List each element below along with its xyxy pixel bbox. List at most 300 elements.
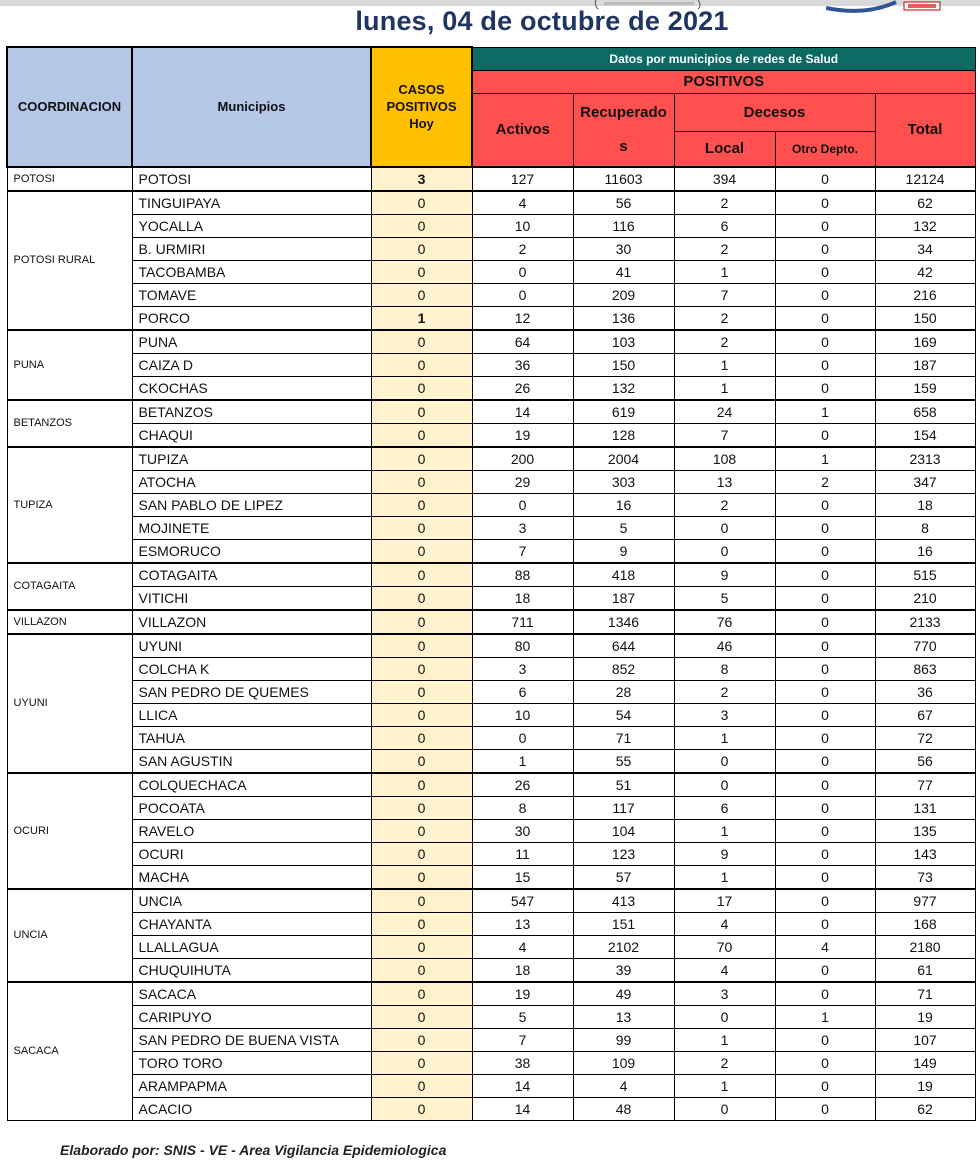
- municipio-cell: PORCO: [132, 306, 371, 330]
- local-cell: 1: [674, 1028, 775, 1051]
- recuperados-cell: 11603: [573, 167, 674, 191]
- municipio-cell: LLALLAGUA: [132, 935, 371, 958]
- otro-cell: 0: [775, 610, 875, 634]
- casos-cell: 0: [371, 982, 472, 1006]
- table-row: [7, 1074, 975, 1097]
- local-cell: 2: [674, 330, 775, 354]
- casos-cell: 0: [371, 1028, 472, 1051]
- otro-cell: 0: [775, 773, 875, 797]
- activos-cell: 4: [472, 191, 573, 215]
- total-cell: 515: [875, 563, 975, 587]
- municipio-cell: CHUQUIHUTA: [132, 958, 371, 982]
- total-cell: 658: [875, 400, 975, 424]
- table-row: [7, 842, 975, 865]
- local-cell: 1: [674, 865, 775, 889]
- municipio-cell: BETANZOS: [132, 400, 371, 424]
- local-cell: 394: [674, 167, 775, 191]
- recuperados-cell: 117: [573, 796, 674, 819]
- recuperados-cell: 2004: [573, 447, 674, 471]
- table-row: [7, 610, 975, 634]
- recuperados-cell: 49: [573, 982, 674, 1006]
- local-cell: 2: [674, 191, 775, 215]
- total-cell: 2180: [875, 935, 975, 958]
- otro-cell: 0: [775, 306, 875, 330]
- table-row: [7, 796, 975, 819]
- municipio-cell: RAVELO: [132, 819, 371, 842]
- local-cell: 7: [674, 423, 775, 447]
- activos-cell: 19: [472, 423, 573, 447]
- total-cell: 18: [875, 493, 975, 516]
- otro-cell: 0: [775, 657, 875, 680]
- municipio-cell: CHAQUI: [132, 423, 371, 447]
- total-cell: 150: [875, 306, 975, 330]
- activos-cell: 26: [472, 376, 573, 400]
- activos-cell: 7: [472, 539, 573, 563]
- recuperados-cell: 41: [573, 260, 674, 283]
- recuperados-cell: 151: [573, 912, 674, 935]
- local-cell: 7: [674, 283, 775, 306]
- table-row: [7, 400, 975, 424]
- activos-cell: 3: [472, 657, 573, 680]
- recuperados-cell: 136: [573, 306, 674, 330]
- total-cell: 42: [875, 260, 975, 283]
- table-row: [7, 657, 975, 680]
- otro-cell: 0: [775, 353, 875, 376]
- local-cell: 2: [674, 1051, 775, 1074]
- recuperados-cell: 56: [573, 191, 674, 215]
- casos-cell: 0: [371, 958, 472, 982]
- total-cell: 16: [875, 539, 975, 563]
- otro-cell: 0: [775, 1074, 875, 1097]
- casos-cell: 0: [371, 680, 472, 703]
- local-cell: 3: [674, 982, 775, 1006]
- activos-cell: 29: [472, 470, 573, 493]
- table-row: [7, 376, 975, 400]
- municipio-cell: UNCIA: [132, 889, 371, 913]
- local-cell: 6: [674, 796, 775, 819]
- total-cell: 62: [875, 191, 975, 215]
- otro-cell: 0: [775, 539, 875, 563]
- coordinacion-cell: UNCIA: [7, 889, 132, 982]
- recuperados-cell: 109: [573, 1051, 674, 1074]
- recuperados-cell: 30: [573, 237, 674, 260]
- total-cell: 347: [875, 470, 975, 493]
- table-row: [7, 982, 975, 1006]
- table-row: [7, 865, 975, 889]
- recuperados-cell: 55: [573, 749, 674, 773]
- activos-cell: 88: [472, 563, 573, 587]
- otro-cell: 0: [775, 819, 875, 842]
- otro-cell: 0: [775, 865, 875, 889]
- municipio-cell: TUPIZA: [132, 447, 371, 471]
- otro-cell: 0: [775, 796, 875, 819]
- local-cell: 4: [674, 958, 775, 982]
- activos-cell: 26: [472, 773, 573, 797]
- casos-cell: 0: [371, 516, 472, 539]
- municipio-cell: UYUNI: [132, 634, 371, 658]
- local-cell: 0: [674, 773, 775, 797]
- otro-cell: 0: [775, 493, 875, 516]
- activos-cell: 711: [472, 610, 573, 634]
- local-cell: 5: [674, 586, 775, 610]
- total-cell: 8: [875, 516, 975, 539]
- table-row: [7, 237, 975, 260]
- activos-cell: 10: [472, 214, 573, 237]
- recuperados-cell: 413: [573, 889, 674, 913]
- otro-cell: 1: [775, 1005, 875, 1028]
- coordinacion-cell: SACACA: [7, 982, 132, 1121]
- otro-cell: 0: [775, 330, 875, 354]
- otro-cell: 0: [775, 563, 875, 587]
- total-cell: 132: [875, 214, 975, 237]
- municipio-cell: ATOCHA: [132, 470, 371, 493]
- casos-cell: 0: [371, 912, 472, 935]
- local-cell: 108: [674, 447, 775, 471]
- header-positivos: POSITIVOS: [472, 70, 975, 93]
- header-activos: Activos: [472, 93, 573, 167]
- table-row: [7, 889, 975, 913]
- table-row: [7, 586, 975, 610]
- activos-cell: 15: [472, 865, 573, 889]
- local-cell: 1: [674, 353, 775, 376]
- total-cell: 34: [875, 237, 975, 260]
- municipio-cell: LLICA: [132, 703, 371, 726]
- total-cell: 73: [875, 865, 975, 889]
- casos-cell: 0: [371, 865, 472, 889]
- local-cell: 2: [674, 306, 775, 330]
- municipio-cell: CHAYANTA: [132, 912, 371, 935]
- otro-cell: 0: [775, 680, 875, 703]
- municipio-cell: CARIPUYO: [132, 1005, 371, 1028]
- table-row: [7, 634, 975, 658]
- otro-cell: 0: [775, 283, 875, 306]
- activos-cell: 80: [472, 634, 573, 658]
- municipio-cell: SAN PABLO DE LIPEZ: [132, 493, 371, 516]
- casos-cell: 0: [371, 1005, 472, 1028]
- recuperados-cell: 150: [573, 353, 674, 376]
- header-datos: Datos por municipios de redes de Salud: [472, 47, 975, 70]
- total-cell: 210: [875, 586, 975, 610]
- header-local: Local: [674, 131, 775, 167]
- total-cell: 131: [875, 796, 975, 819]
- local-cell: 1: [674, 726, 775, 749]
- activos-cell: 0: [472, 260, 573, 283]
- table-row: [7, 470, 975, 493]
- footer-credit: Elaborado por: SNIS - VE - Area Vigilancia Epidemiologica: [60, 1142, 447, 1158]
- table-row: [7, 680, 975, 703]
- activos-cell: 2: [472, 237, 573, 260]
- activos-cell: 14: [472, 400, 573, 424]
- municipio-cell: TOMAVE: [132, 283, 371, 306]
- municipio-cell: PUNA: [132, 330, 371, 354]
- total-cell: 187: [875, 353, 975, 376]
- municipio-cell: VITICHI: [132, 586, 371, 610]
- recuperados-cell: 104: [573, 819, 674, 842]
- header-coordinacion: COORDINACION: [7, 47, 132, 167]
- otro-cell: 0: [775, 982, 875, 1006]
- recuperados-cell: 852: [573, 657, 674, 680]
- municipio-cell: ACACIO: [132, 1097, 371, 1120]
- total-cell: 977: [875, 889, 975, 913]
- activos-cell: 0: [472, 283, 573, 306]
- municipio-cell: SAN AGUSTIN: [132, 749, 371, 773]
- table-row: [7, 935, 975, 958]
- cases-table: [6, 46, 976, 1121]
- activos-cell: 547: [472, 889, 573, 913]
- activos-cell: 30: [472, 819, 573, 842]
- casos-cell: 0: [371, 423, 472, 447]
- total-cell: 770: [875, 634, 975, 658]
- local-cell: 1: [674, 376, 775, 400]
- local-cell: 46: [674, 634, 775, 658]
- recuperados-cell: 209: [573, 283, 674, 306]
- casos-cell: 0: [371, 260, 472, 283]
- casos-cell: 0: [371, 703, 472, 726]
- coordinacion-cell: COTAGAITA: [7, 563, 132, 610]
- table-row: [7, 773, 975, 797]
- municipio-cell: CAIZA D: [132, 353, 371, 376]
- municipio-cell: B. URMIRI: [132, 237, 371, 260]
- coordinacion-cell: POTOSI RURAL: [7, 191, 132, 330]
- otro-cell: 0: [775, 749, 875, 773]
- otro-cell: 0: [775, 516, 875, 539]
- local-cell: 4: [674, 912, 775, 935]
- recuperados-cell: 28: [573, 680, 674, 703]
- otro-cell: 0: [775, 260, 875, 283]
- local-cell: 1: [674, 260, 775, 283]
- otro-cell: 0: [775, 376, 875, 400]
- activos-cell: 5: [472, 1005, 573, 1028]
- casos-cell: 0: [371, 634, 472, 658]
- recuperados-cell: 1346: [573, 610, 674, 634]
- recuperados-cell: 303: [573, 470, 674, 493]
- total-cell: 36: [875, 680, 975, 703]
- local-cell: 1: [674, 819, 775, 842]
- recuperados-cell: 116: [573, 214, 674, 237]
- casos-cell: 1: [371, 306, 472, 330]
- local-cell: 13: [674, 470, 775, 493]
- local-cell: 1: [674, 1074, 775, 1097]
- otro-cell: 0: [775, 167, 875, 191]
- municipio-cell: YOCALLA: [132, 214, 371, 237]
- total-cell: 61: [875, 958, 975, 982]
- total-cell: 154: [875, 423, 975, 447]
- casos-cell: 0: [371, 1051, 472, 1074]
- total-cell: 71: [875, 982, 975, 1006]
- casos-cell: 0: [371, 749, 472, 773]
- activos-cell: 1: [472, 749, 573, 773]
- table-row: [7, 167, 975, 191]
- municipio-cell: POTOSI: [132, 167, 371, 191]
- otro-cell: 0: [775, 958, 875, 982]
- total-cell: 72: [875, 726, 975, 749]
- table-row: [7, 447, 975, 471]
- municipio-cell: TORO TORO: [132, 1051, 371, 1074]
- table-row: [7, 423, 975, 447]
- municipio-cell: TINGUIPAYA: [132, 191, 371, 215]
- casos-cell: 0: [371, 1074, 472, 1097]
- otro-cell: 0: [775, 842, 875, 865]
- total-cell: 135: [875, 819, 975, 842]
- header-total: Total: [875, 93, 975, 167]
- total-cell: 67: [875, 703, 975, 726]
- municipio-cell: COLCHA K: [132, 657, 371, 680]
- coordinacion-cell: OCURI: [7, 773, 132, 889]
- header-recuperados: Recuperado s: [573, 93, 674, 167]
- casos-cell: 0: [371, 493, 472, 516]
- coordinacion-cell: BETANZOS: [7, 400, 132, 447]
- local-cell: 17: [674, 889, 775, 913]
- municipio-cell: TACOBAMBA: [132, 260, 371, 283]
- municipio-cell: ARAMPAPMA: [132, 1074, 371, 1097]
- otro-cell: 4: [775, 935, 875, 958]
- activos-cell: 11: [472, 842, 573, 865]
- recuperados-cell: 187: [573, 586, 674, 610]
- activos-cell: 0: [472, 493, 573, 516]
- local-cell: 0: [674, 1097, 775, 1120]
- local-cell: 9: [674, 563, 775, 587]
- municipio-cell: MACHA: [132, 865, 371, 889]
- municipio-cell: COLQUECHACA: [132, 773, 371, 797]
- table-row: [7, 493, 975, 516]
- casos-cell: 3: [371, 167, 472, 191]
- total-cell: 149: [875, 1051, 975, 1074]
- recuperados-cell: 4: [573, 1074, 674, 1097]
- table-row: [7, 749, 975, 773]
- recuperados-cell: 51: [573, 773, 674, 797]
- municipio-cell: TAHUA: [132, 726, 371, 749]
- otro-cell: 0: [775, 912, 875, 935]
- municipio-cell: MOJINETE: [132, 516, 371, 539]
- table-row: [7, 260, 975, 283]
- casos-cell: 0: [371, 819, 472, 842]
- table-row: [7, 912, 975, 935]
- casos-cell: 0: [371, 330, 472, 354]
- total-cell: 2313: [875, 447, 975, 471]
- coordinacion-cell: VILLAZON: [7, 610, 132, 634]
- table-row: [7, 516, 975, 539]
- activos-cell: 8: [472, 796, 573, 819]
- casos-cell: 0: [371, 586, 472, 610]
- activos-cell: 36: [472, 353, 573, 376]
- casos-cell: 0: [371, 1097, 472, 1120]
- activos-cell: 64: [472, 330, 573, 354]
- casos-cell: 0: [371, 376, 472, 400]
- casos-cell: 0: [371, 610, 472, 634]
- recuperados-cell: 418: [573, 563, 674, 587]
- total-cell: 12124: [875, 167, 975, 191]
- municipio-cell: SACACA: [132, 982, 371, 1006]
- recuperados-cell: 103: [573, 330, 674, 354]
- activos-cell: 6: [472, 680, 573, 703]
- recuperados-cell: 13: [573, 1005, 674, 1028]
- local-cell: 3: [674, 703, 775, 726]
- local-cell: 76: [674, 610, 775, 634]
- recuperados-cell: 99: [573, 1028, 674, 1051]
- total-cell: 56: [875, 749, 975, 773]
- table-row: [7, 958, 975, 982]
- casos-cell: 0: [371, 842, 472, 865]
- table-row: [7, 563, 975, 587]
- municipio-cell: OCURI: [132, 842, 371, 865]
- casos-cell: 0: [371, 563, 472, 587]
- total-cell: 107: [875, 1028, 975, 1051]
- table-row: [7, 1028, 975, 1051]
- otro-cell: 0: [775, 634, 875, 658]
- casos-cell: 0: [371, 470, 472, 493]
- local-cell: 2: [674, 493, 775, 516]
- table-row: [7, 283, 975, 306]
- recuperados-cell: 54: [573, 703, 674, 726]
- table-row: [7, 353, 975, 376]
- otro-cell: 0: [775, 1051, 875, 1074]
- casos-cell: 0: [371, 889, 472, 913]
- casos-cell: 0: [371, 214, 472, 237]
- activos-cell: 19: [472, 982, 573, 1006]
- table-row: [7, 306, 975, 330]
- casos-cell: 0: [371, 353, 472, 376]
- casos-cell: 0: [371, 773, 472, 797]
- recuperados-cell: 2102: [573, 935, 674, 958]
- local-cell: 0: [674, 1005, 775, 1028]
- municipio-cell: POCOATA: [132, 796, 371, 819]
- casos-cell: 0: [371, 657, 472, 680]
- coordinacion-cell: POTOSI: [7, 167, 132, 191]
- otro-cell: 1: [775, 400, 875, 424]
- table-row: [7, 191, 975, 215]
- table-row: [7, 330, 975, 354]
- table-row: [7, 703, 975, 726]
- table-row: [7, 214, 975, 237]
- local-cell: 0: [674, 516, 775, 539]
- activos-cell: 18: [472, 958, 573, 982]
- recuperados-cell: 5: [573, 516, 674, 539]
- recuperados-cell: 9: [573, 539, 674, 563]
- local-cell: 2: [674, 680, 775, 703]
- table-row: [7, 1005, 975, 1028]
- municipio-cell: SAN PEDRO DE BUENA VISTA: [132, 1028, 371, 1051]
- recuperados-cell: 16: [573, 493, 674, 516]
- header-otro-depto: Otro Depto.: [775, 131, 875, 167]
- activos-cell: 127: [472, 167, 573, 191]
- recuperados-cell: 619: [573, 400, 674, 424]
- recuperados-cell: 48: [573, 1097, 674, 1120]
- activos-cell: 38: [472, 1051, 573, 1074]
- total-cell: 168: [875, 912, 975, 935]
- activos-cell: 14: [472, 1097, 573, 1120]
- local-cell: 2: [674, 237, 775, 260]
- casos-cell: 0: [371, 191, 472, 215]
- total-cell: 169: [875, 330, 975, 354]
- casos-cell: 0: [371, 935, 472, 958]
- table-row: [7, 539, 975, 563]
- activos-cell: 7: [472, 1028, 573, 1051]
- local-cell: 0: [674, 749, 775, 773]
- local-cell: 24: [674, 400, 775, 424]
- otro-cell: 0: [775, 1028, 875, 1051]
- total-cell: 77: [875, 773, 975, 797]
- casos-cell: 0: [371, 237, 472, 260]
- recuperados-cell: 644: [573, 634, 674, 658]
- casos-cell: 0: [371, 726, 472, 749]
- otro-cell: 0: [775, 191, 875, 215]
- otro-cell: 0: [775, 703, 875, 726]
- total-cell: 19: [875, 1074, 975, 1097]
- coordinacion-cell: PUNA: [7, 330, 132, 400]
- coordinacion-cell: TUPIZA: [7, 447, 132, 563]
- recuperados-cell: 71: [573, 726, 674, 749]
- recuperados-cell: 128: [573, 423, 674, 447]
